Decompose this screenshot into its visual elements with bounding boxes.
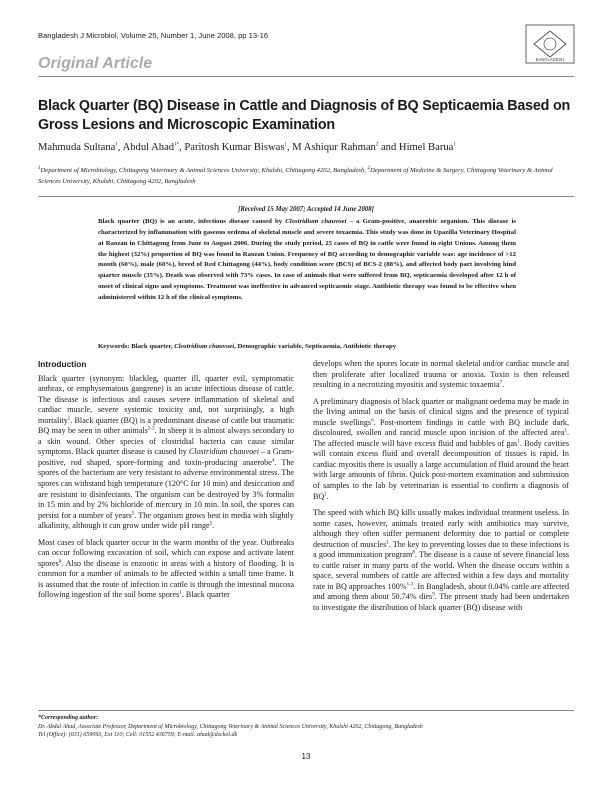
section-label: Original Article [38, 55, 153, 72]
body-column-right [313, 359, 569, 620]
footnote-line: Tel (Office): (031) 659093, Ext 110; Cell: 01552 436759; E-mail: ahad@dsckol.dk [38, 732, 238, 738]
footnote-heading: *Corresponding author: [38, 715, 99, 721]
affiliation-rule [38, 196, 574, 197]
author-name: Paritosh Kumar Biswas [184, 142, 285, 153]
author-name: M Ashiqur Rahman [292, 142, 376, 153]
introduction-heading: Introduction [38, 359, 87, 369]
author-name: Himel Barua [398, 142, 454, 153]
keywords: Keywords: Black quarter, Clostridium chauvoei, Demographic variable, Septicaemia, Antibiotic therapy [98, 343, 397, 350]
page-number: 13 [301, 752, 311, 761]
logo-text: BANGLADESH [535, 57, 565, 62]
corresponding-author-footnote [38, 714, 574, 740]
author-name: Mahmuda Sultana [38, 142, 116, 153]
journal-citation: Bangladesh J Microbiol, Volume 25, Number 1, June 2008, pp 13-16 [38, 31, 269, 40]
journal-logo [525, 24, 575, 64]
author-list: Mahmuda Sultana$^1$, Abdul Ahad$^{1*}$, Paritosh Kumar Biswas$^1$, M Ashiqur Rahman$^2$ and Himel Barua$^1$ [38, 142, 456, 153]
body-paragraph: A preliminary diagnosis of black quarter or malignant oedema may be made in the living animal on the basis of clinical signs and the presence of typical muscle swellings$^6$. Post-mortem findings in cattle with BQ include dark, discoloured, swollen and rancid muscle upon incision of the affected area$^1$. The affected muscle will have excess fluid and bubbles of gas$^1$. Body cavities will contain excess fluid and overall decomposition of tissues is rapid. In cardiac myositis there is usually a large accumulation of fluid around the heart with large amounts of fibrin. Quick post-mortem examination and submission of samples to the lab by veterinarian is essential to confirm a diagnosis of $BQ^1$. [313, 396, 569, 501]
header-rule [38, 76, 574, 77]
footnote-rule [38, 710, 574, 711]
received-dates: [Received 15 May 2007; Accepted 14 June 2008] [238, 206, 374, 213]
affiliations: $^1$Department of Microbiology, Chittagong Veterinary & Animal Sciences University, Khulshi, Chittagong 4202, Bangladesh, $^2$Department of Medicine & Surgery, Chittagong Veterinary & Animal Sciences University, Khulshi, Chittagong 4202, Bangladesh [38, 165, 553, 185]
body-paragraph: Most cases of black quarter occur in the warm months of the year. Outbreaks can occur following excavation of soil, which can expose and activate latent spores$^6$. Also the disease is enzootic in areas with a history of flooding. It is common for a number of animals to be affected within a small time frame. It is assumed that the route of infection in cattle is through the intestinal mucosa following ingestion of the soil borne spores$^1$. Black quarter [38, 537, 294, 600]
body-paragraph: Black quarter (synonym: blackleg, quarter ill, quarter evil, symptomatic anthrax, or emphysematous gangrene) is an acute infectious disease of cattle. The disease is infectious and causes severe inflammation of skeletal and cardiac muscle, severe systemic toxicity and, not surprisingly, a high mortality$^1$. Black quarter (BQ) is a predominant disease of cattle but traumatic BQ may be seen in other animals$^{2-3}$. In sheep it is almost always secondary to a skin wound. Other species of clostridial bacteria can cause similar symptoms. Black quarter disease is caused by Clostridium chauvoei – a Gram-positive, rod shaped, spore-forming and toxin-producing anaerobe$^4$. The spores of the bacterium are very resistant to adverse environmental stress. The spores can withstand high temperature (120°C for 10 min) and desiccation and are resistant to disinfectants. The organism can be destroyed by 3% formalin in 15 min and by 2% bichloride of mercury in 10 min. In soil, the spores can persist for a number of years$^5$. The organism grows best in media with slightly alkalinity, although it can grow under wide pH range$^5$. [38, 373, 295, 531]
body-paragraph: develops when the spores locate in normal skeletal and/or cardiac muscle and then proliferate after localized trauma or anoxia. Toxin is then released resulting in a necrotizing myositis and systemic toxaemia$^7$. [313, 359, 569, 390]
body-paragraph: The speed with which BQ kills usually makes individual treatment useless. In some cases, however, animals treated early with antibiotics may survive, although they often suffer permanent deformity due to partial or complete destruction of muscles$^1$. The key to preventing losses due to these infections is a good immunization program$^8$. The disease is a cause of severe financial loss to cattle raiser in many parts of the world. When the disease occurs within a space, several numbers of cattle are affected within a few days and mortality rate in BQ approaches 100%$^{1-3}$. In Bangladesh, about 0.04% cattle are affected and among them about 50.74% dies$^9$. The present study had been undertaken to investigate the distribution of black quarter (BQ) disease with [313, 508, 570, 613]
footnote-line: Dr. Abdul Ahad, Associate Professor, Department of Microbiology, Chittagong Veterinary & Animal Sciences University, Khulshi 4202, Chittagong, Bangladesh [38, 723, 423, 730]
author-name: Abdul Ahad [122, 142, 175, 153]
body-column-left [38, 359, 294, 607]
abstract: Black quarter (BQ) is an acute, infectious disease caused by Clostridium chauvoei – a Gram-positive, anaerobic organism. This disease is characterized by inflammation with gaseous oedema of skeletal muscle and severe toxaemia. This study was done in Upazilla Veterinary Hospital at Raozan in Chittagong from June to August 2006. During the study period, 25 cases of BQ in cattle were found in eight Unions. Among them the highest (32%) proportion of BQ was found in Raozan Union. Frequency of BQ according to demographic variable was: age incidence of >12 month (60%), male (60%), breed of Red Chittagong (44%), body condition score (BCS) of BCS-2 (88%), and affected body part involving hind quarter muscle (35%). Death was observed with 73% cases. In case of animals that were suffered from BQ, septicaemia developed after 12 h of onset of clinical signs and symptoms. Treatment was ineffective in advanced septicaemic stage. Antibiotic therapy was found to be effective when administered within 12 h of the clinical symptoms. [98, 218, 516, 301]
article-title: Black Quarter (BQ) Disease in Cattle and Diagnosis of BQ Septicaemia Based on Gross Lesions and Microscopic Examination [38, 98, 571, 133]
